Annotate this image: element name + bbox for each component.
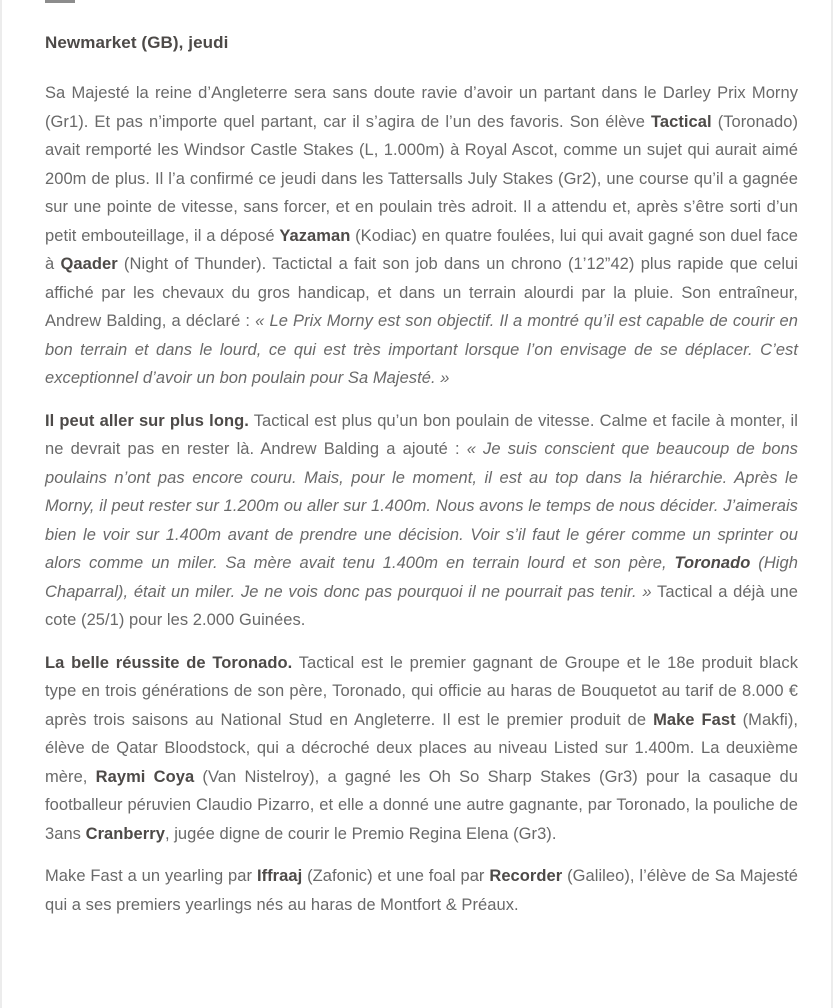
article-dateline: Newmarket (GB), jeudi [45, 33, 229, 52]
italic-text-segment: « Le Prix Morny est son objectif. Il a montré qu’il est capable de courir en bon terrain et dans le lourd, ce qui est très important lorsque l’on envisage de se déplacer. C’est exceptionnel d’avoir un bon poulain pour Sa Majesté. » [45, 312, 799, 387]
article-paragraph [45, 649, 798, 849]
bold-text-segment: Iffraaj [256, 867, 303, 885]
article-paragraph [45, 79, 798, 393]
text-segment: Sa Majesté la reine d’Angleterre sera sans doute ravie d’avoir un partant dans le Darley Prix Morny (Gr1). Et pas n’importe quel partant, car il s’agira de l’un des favoris. Son élève [45, 84, 798, 131]
article-body [45, 79, 798, 919]
bold-text-segment: Recorder [489, 867, 563, 885]
bold-text-segment: Make Fast [653, 710, 736, 729]
text-segment: (Night of Thunder). Tactictal a fait son job dans un chrono (1’12”42) plus rapide que celui affiché par les chevaux du gros handicap, et dans un terrain alourdi par la pluie. Son entraîneur, Andrew Balding, a déclaré : [45, 255, 798, 330]
text-segment: (Zafonic) et une foal par [302, 867, 490, 885]
top-rule-line [45, 0, 75, 3]
text-segment: (Van Nistelroy), a gagné les Oh So Sharp Stakes (Gr3) pour la casaque du footballeur péruvien Claudio Pizarro, et elle a donné une autre gagnante, par Toronado, la pouliche de 3ans [45, 767, 798, 843]
italic-text-segment: « Je suis conscient que beaucoup de bons poulains n’ont pas encore couru. Mais, pour le moment, il est au top dans la hiérarchie. Après le Morny, il peut rester sur 1.200m ou aller sur 1.400m. Nous avons le temps de nous décider. J’aimerais bien le voir sur 1.400m avant de prendre une décision. Voir s’il faut le gérer comme un sprinter ou alors comme un miler. Sa mère avait tenu 1.400m en terrain lourd et son père, [45, 440, 798, 572]
italic-text-segment: (High Chaparral), était un miler. Je ne vois donc pas pourquoi il ne pourrait pas tenir. » [45, 554, 798, 601]
article-paragraph [45, 407, 798, 635]
bold-italic-text-segment: Toronado [674, 554, 751, 572]
text-segment: Tactical est le premier gagnant de Groupe et le 18e produit black type en trois générations de son père, Toronado, qui officie au haras de Bouquetot au tarif de 8.000 € après trois saisons au National Stud en Angleterre. Il est le premier produit de [45, 653, 798, 729]
text-segment: (Makfi), élève de Qatar Bloodstock, qui a décroché deux places au niveau Listed sur 1.400m. La deuxième mère, [45, 710, 798, 786]
text-segment: Tactical a déjà une cote (25/1) pour les 2.000 Guinées. [45, 582, 798, 629]
bold-text-segment: Yazaman [279, 226, 351, 245]
text-segment: , jugée digne de courir le Premio Regina Elena (Gr3). [164, 824, 557, 843]
bold-text-segment: Il peut aller sur plus long. [45, 411, 249, 430]
text-segment: (Galileo), l’élève de Sa Majesté qui a ses premiers yearlings nés au haras de Montfort & Préaux. [45, 867, 798, 914]
bold-text-segment: Qaader [60, 255, 118, 273]
text-segment: (Toronado) avait remporté les Windsor Castle Stakes (L, 1.000m) à Royal Ascot, comme un sujet qui aurait aimé 200m de plus. Il l’a confirmé ce jeudi dans les Tattersalls July Stakes (Gr2), une course qu’il a gagnée sur une pointe de vitesse, sans forcer, et en poulain très adroit. Il a attendu et, après s’être sorti d’un petit embouteillage, il a déposé [45, 112, 798, 245]
text-segment: Make Fast a un yearling par [45, 867, 257, 885]
bold-text-segment: Cranberry [85, 824, 165, 843]
article-paragraph [45, 862, 798, 919]
text-segment: (Kodiac) en quatre foulées, lui qui avait gagné son duel face à [45, 226, 798, 273]
bold-text-segment: Raymi Coya [95, 767, 195, 786]
bold-text-segment: La belle réussite de Toronado. [45, 653, 293, 672]
text-segment: Tactical est plus qu’un bon poulain de vitesse. Calme et facile à monter, il ne devrait pas en rester là. Andrew Balding a ajouté : [45, 411, 798, 458]
bold-text-segment: Tactical [651, 112, 712, 131]
